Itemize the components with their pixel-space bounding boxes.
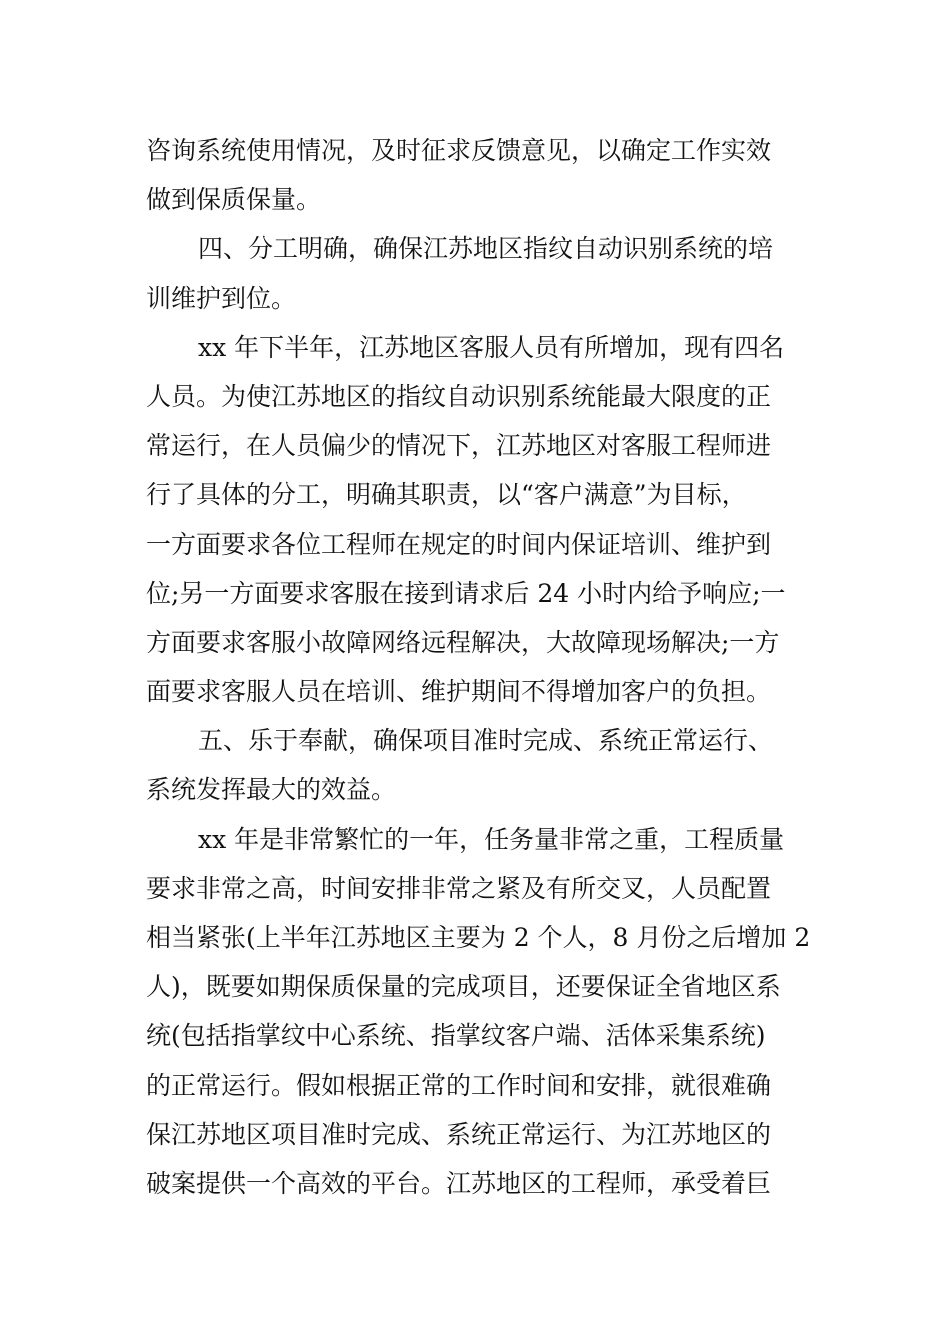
- text-line: 咨询系统使用情况，及时征求反馈意见，以确定工作实效: [146, 136, 772, 165]
- text-line: 人)，既要如期保质保量的完成项目，还要保证全省地区系: [146, 972, 781, 1002]
- section-heading-line: 四、分工明确，确保江苏地区指纹自动识别系统的培: [198, 234, 774, 264]
- text-line: xx 年下半年，江苏地区客服人员有所增加，现有四名: [198, 332, 785, 362]
- text-line: 要求非常之高，时间安排非常之紧及有所交叉，人员配置: [146, 873, 772, 903]
- text-line: 位;另一方面要求客服在接到请求后 24 小时内给予响应;一: [146, 578, 786, 608]
- text-line: xx 年是非常繁忙的一年，任务量非常之重，工程质量: [198, 824, 785, 854]
- text-line: 保江苏地区项目准时完成、系统正常运行、为江苏地区的: [146, 1119, 772, 1149]
- text-line: 统(包括指掌纹中心系统、指掌纹客户端、活体采集系统): [146, 1021, 766, 1051]
- text-line: 行了具体的分工，明确其职责，以“客户满意”为目标，: [146, 480, 747, 510]
- section-heading-line: 五、乐于奉献，确保项目准时完成、系统正常运行、: [198, 726, 774, 756]
- text-line: 的正常运行。假如根据正常的工作时间和安排，就很难确: [146, 1070, 772, 1100]
- text-line: 破案提供一个高效的平台。江苏地区的工程师，承受着巨: [146, 1168, 772, 1198]
- text-line: 做到保质保量。: [146, 185, 322, 215]
- section-heading-line: 训维护到位。: [146, 283, 297, 313]
- section-heading-line: 系统发挥最大的效益。: [146, 775, 397, 805]
- text-line: 方面要求客服小故障网络远程解决，大故障现场解决;一方: [146, 627, 780, 657]
- text-line: 一方面要求各位工程师在规定的时间内保证培训、维护到: [146, 529, 772, 559]
- text-line: 人员。为使江苏地区的指纹自动识别系统能最大限度的正: [146, 381, 772, 411]
- text-line: 常运行，在人员偏少的情况下，江苏地区对客服工程师进: [146, 431, 772, 461]
- document-body: [146, 126, 846, 1208]
- text-line: 相当紧张(上半年江苏地区主要为 2 个人，8 月份之后增加 2: [146, 923, 811, 952]
- text-line: 面要求客服人员在培训、维护期间不得增加客户的负担。: [146, 677, 772, 707]
